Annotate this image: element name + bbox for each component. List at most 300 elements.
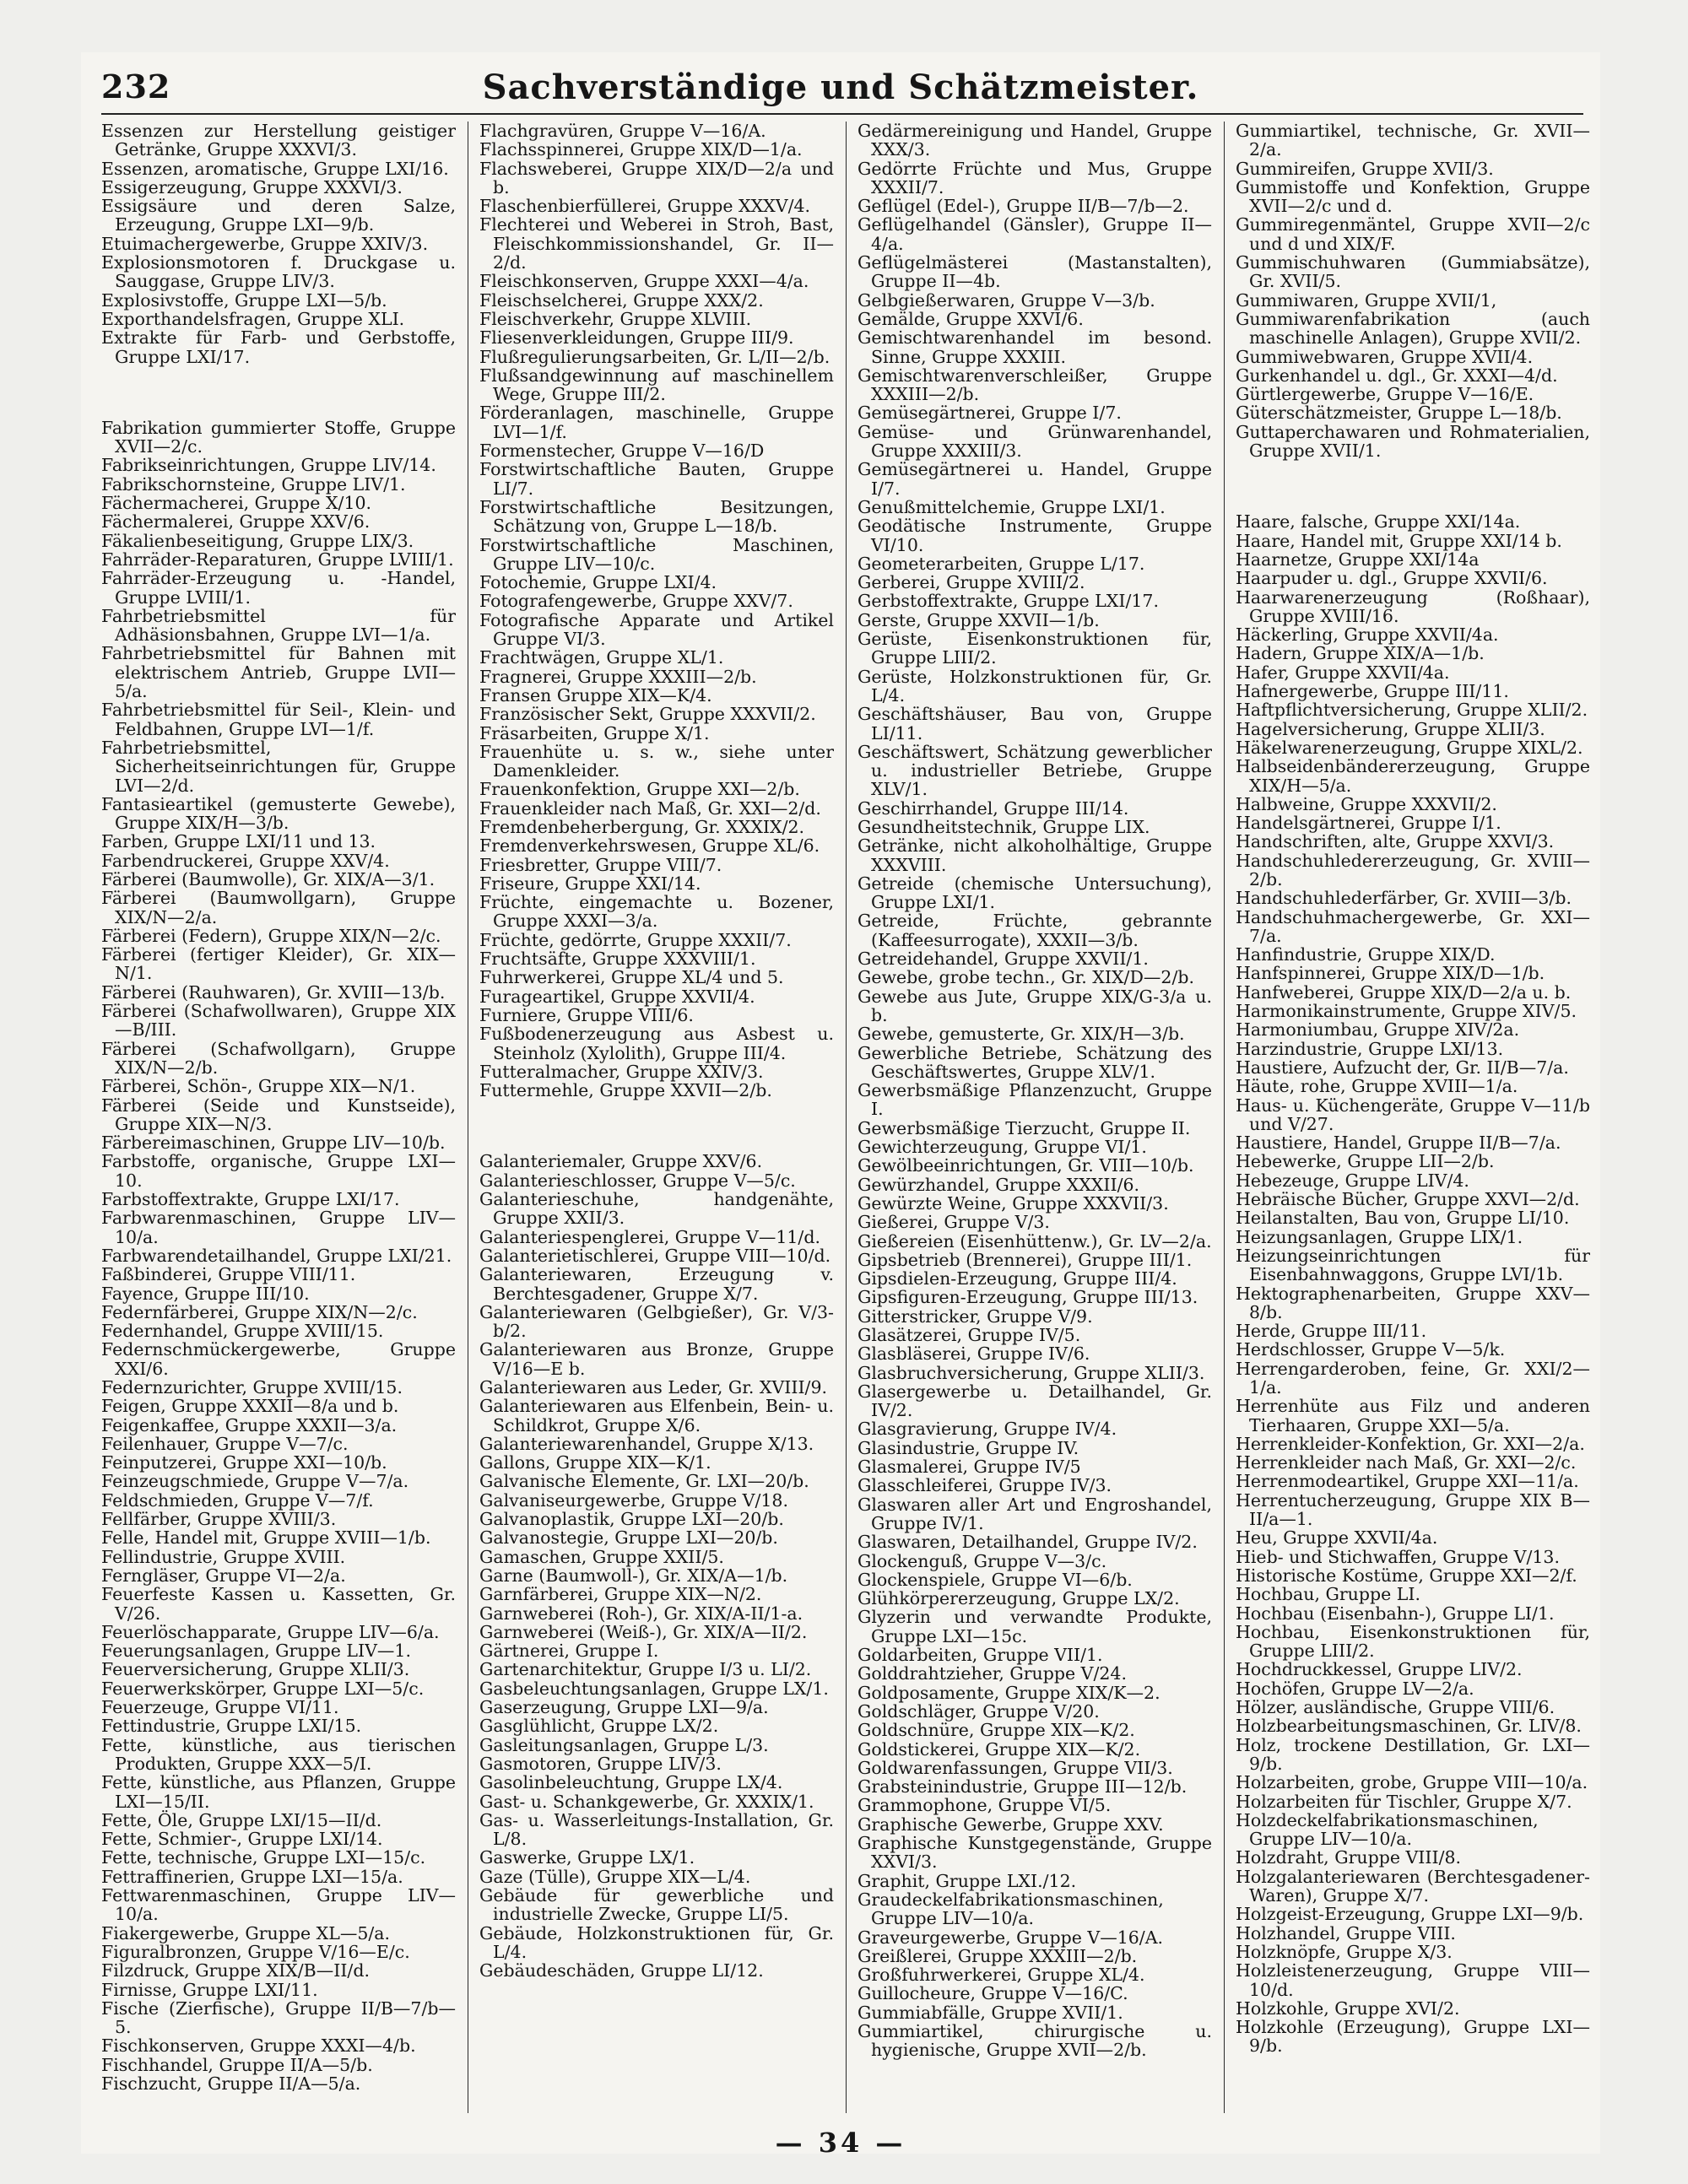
index-entry: Holzleistenerzeugung, Gruppe VIII—10/d. [1236,1960,1590,2000]
index-entry: Gebäude, Holzkonstruktionen für, Gr. L/4. [479,1922,834,1962]
index-entry: Früchte, eingemachte u. Bozener, Gruppe XXXI—3/a. [479,892,834,932]
index-entry: Hagelversicherung, Gruppe XLII/3. [1236,718,1545,739]
index-entry: Gießerei, Gruppe V/3. [858,1212,1050,1233]
index-entry: Geflügelhandel (Gänsler), Gruppe II—4/a. [858,214,1212,254]
index-entry: Genußmittelchemie, Gruppe LXI/1. [858,496,1166,517]
index-entry: Gärtnerei, Gruppe I. [479,1641,659,1662]
index-entry: Getreide (chemische Untersuchung), Gruppe LXI/1. [858,873,1212,913]
index-entry: Fahrbetriebsmittel für Adhäsionsbahnen, Gruppe LVI—1/a. [101,605,456,646]
index-entry: Federnzurichter, Gruppe XVIII/15. [101,1377,403,1397]
index-entry: Gemüse- und Grünwarenhandel, Gruppe XXXIII/3. [858,421,1212,462]
letter-gap [479,1113,834,1138]
index-entry: Galanteriewaren (Gelbgießer), Gr. V/3-b/2. [479,1301,834,1342]
index-entry: Friesbretter, Gruppe VIII/7. [479,854,722,875]
index-entry: Holzdraht, Gruppe VIII/8. [1236,1847,1462,1868]
index-entry: Färberei (fertiger Kleider), Gr. XIX—N/1. [101,944,456,984]
index-entry: Fleischkonserven, Gruppe XXXI—4/a. [479,271,809,292]
index-entry: Flußsandgewinnung auf maschinellem Wege, Gruppe III/2. [479,365,834,405]
index-entry: Holzhandel, Gruppe VIII. [1236,1922,1456,1943]
index-entry: Hafer, Gruppe XXVII/4a. [1236,662,1450,683]
index-entry: Gewebe, gemusterte, Gr. XIX/H—3/b. [858,1024,1185,1045]
index-entry: Feuerzeuge, Gruppe VI/11. [101,1697,339,1718]
index-entry: Hadern, Gruppe XIX/A—1/b. [1236,643,1485,664]
index-entry: Fragnerei, Gruppe XXXIII—2/b. [479,666,757,687]
index-entry: Gebäude für gewerbliche und industrielle Zwecke, Gruppe LI/5. [479,1885,834,1925]
index-entry: Haftpflichtversicherung, Gruppe XLII/2. [1236,700,1588,721]
index-entry: Heizungsanlagen, Gruppe LIX/1. [1236,1226,1523,1247]
page [81,52,1600,2159]
index-entry: Häckerling, Gruppe XXVII/4a. [1236,624,1499,646]
index-entry: Extrakte für Farb- und Gerbstoffe, Gruppe LXI/17. [101,327,456,367]
index-entry: Hanfindustrie, Gruppe XIX/D. [1236,944,1496,965]
index-entry: Fransen Gruppe XIX—K/4. [479,684,712,705]
index-entry: Federnfärberei, Gruppe XIX/N—2/c. [101,1301,418,1322]
index-entry: Essigerzeugung, Gruppe XXXVI/3. [101,176,403,197]
index-entry: Fette, künstliche, aus tierischen Produkten, Gruppe XXX—5/I. [101,1734,456,1774]
index-entry: Fantasieartikel (gemusterte Gewebe), Gruppe XIX/H—3/b. [101,793,456,834]
index-entry: Früchte, gedörrte, Gruppe XXXII/7. [479,929,792,950]
index-entry: Fahrbetriebsmittel für Bahnen mit elektrischem Antrieb, Gruppe LVII—5/a. [101,643,456,702]
index-entry: Heu, Gruppe XXVII/4a. [1236,1527,1438,1549]
index-entry: Großfuhrwerkerei, Gruppe XL/4. [858,1965,1145,1986]
index-entry: Gartenarchitektur, Gruppe I/3 u. LI/2. [479,1659,812,1680]
index-entry: Gebäudeschäden, Gruppe LI/12. [479,1960,764,1981]
index-entry: Gelbgießerwaren, Gruppe V—3/b. [858,289,1155,311]
index-entry: Grabsteinindustrie, Gruppe III—12/b. [858,1776,1188,1797]
index-entry: Galanteriewaren aus Leder, Gr. XVIII/9. [479,1377,828,1397]
index-entry: Glyzerin und verwandte Produkte, Gruppe LXI—15c. [858,1607,1212,1646]
index-entry: Fußbodenerzeugung aus Asbest u. Steinholz (Xylolith), Gruppe III/4. [479,1024,834,1063]
index-entry: Feuerwerkskörper, Gruppe LXI—5/c. [101,1678,425,1699]
index-entry: Galvanostegie, Gruppe LXI—20/b. [479,1527,778,1549]
index-entry: Gewebe aus Jute, Gruppe XIX/G-3/a u. b. [858,986,1212,1025]
index-entry: Graudeckelfabrikationsmaschinen, Gruppe LIV—10/a. [858,1889,1164,1929]
index-entry: Gerüste, Holzkonstruktionen für, Gr. L/4. [858,666,1212,705]
index-entry: Gewürzhandel, Gruppe XXXII/6. [858,1174,1140,1195]
index-entry: Etuimachergewerbe, Gruppe XXIV/3. [101,233,429,254]
index-entry: Holzarbeiten für Tischler, Gruppe X/7. [1236,1791,1572,1812]
index-entry: Herdschlosser, Gruppe V—5/k. [1236,1339,1506,1360]
index-entry: Galanterietischlerei, Gruppe VIII—10/d. [479,1245,831,1266]
index-entry: Gummischuhwaren (Gummiabsätze), Gr. XVII/5. [1236,252,1590,292]
index-entry: Haustiere, Handel, Gruppe II/B—7/a. [1236,1133,1561,1154]
index-entry: Feinzeugschmiede, Gruppe V—7/a. [101,1471,409,1492]
index-entry: Firnisse, Gruppe LXI/11. [101,1979,318,2000]
index-entry: Geschirrhandel, Gruppe III/14. [858,797,1129,819]
index-entry: Geflügel (Edel-), Gruppe II/B—7/b—2. [858,196,1189,217]
index-entry: Gemüsegärtnerei u. Handel, Gruppe I/7. [858,459,1212,499]
index-entry: Futtermehle, Gruppe XXVII—2/b. [479,1080,772,1101]
index-entry: Grammophone, Gruppe VI/5. [858,1795,1112,1816]
index-entry: Gerberei, Gruppe XVIII/2. [858,572,1085,593]
index-entry: Flußregulierungsarbeiten, Gr. L/II—2/b. [479,346,830,367]
index-entry: Farbstoffe, organische, Gruppe LXI—10. [101,1151,456,1191]
running-head: Sachverständige und Schätzmeister. [482,68,1199,107]
index-entry: Galvanoplastik, Gruppe LXI—20/b. [479,1509,784,1530]
index-entry: Hanfspinnerei, Gruppe XIX/D—1/b. [1236,963,1545,984]
index-entry: Färberei (Baumwollgarn), Gruppe XIX/N—2/a. [101,888,456,927]
index-entry: Farbwarendetailhandel, Gruppe LXI/21. [101,1245,452,1266]
index-entry: Färberei (Federn), Gruppe XIX/N—2/c. [101,925,441,946]
index-entry: Feinputzerei, Gruppe XXI—10/b. [101,1452,387,1473]
index-entry: Gummiartikel, technische, Gr. XVII—2/a. [1236,122,1590,160]
index-entry: Häute, rohe, Gruppe XVIII—1/a. [1236,1076,1518,1097]
index-entry: Glockenguß, Gruppe V—3/c. [858,1550,1107,1571]
index-entry: Gipsfiguren-Erzeugung, Gruppe III/13. [858,1287,1198,1308]
index-entry: Goldposamente, Gruppe XIX/K—2. [858,1682,1160,1703]
index-entry: Gurkenhandel u. dgl., Gr. XXXI—4/d. [1236,365,1558,386]
index-entry: Glasmalerei, Gruppe IV/5 [858,1457,1081,1478]
index-entry: Gemischtwarenhandel im besond. Sinne, Gruppe XXXIII. [858,327,1212,367]
index-entry: Harzindustrie, Gruppe LXI/13. [1236,1038,1504,1059]
index-entry: Fräsarbeiten, Gruppe X/1. [479,722,710,743]
index-entry: Gaswerke, Gruppe LX/1. [479,1847,695,1868]
page-number: 232 [101,68,171,105]
index-entry: Gedörrte Früchte und Mus, Gruppe XXXII/7. [858,158,1212,197]
index-entry: Glasätzerei, Gruppe IV/5. [858,1325,1081,1345]
index-entry: Halbseidenbändererzeugung, Gruppe XIX/H—5/a. [1236,756,1590,796]
index-entry: Holzbearbeitungsmaschinen, Gr. LIV/8. [1236,1716,1582,1737]
index-entry: Gasleitungsanlagen, Gruppe L/3. [479,1734,769,1755]
index-entry: Glasergewerbe u. Detailhandel, Gr. IV/2. [858,1381,1212,1421]
index-entry: Holzkohle, Gruppe XVI/2. [1236,1997,1460,2019]
index-entry: Gewerbsmäßige Pflanzenzucht, Gruppe I. [858,1080,1212,1120]
letter-gap [101,380,456,405]
index-entry: Getreidehandel, Gruppe XXVII/1. [858,949,1149,970]
index-entry: Hebräische Bücher, Gruppe XXVI—2/d. [1236,1189,1580,1210]
index-entry: Fellindustrie, Gruppe XVIII. [101,1546,346,1567]
index-entry: Glasgravierung, Gruppe IV/4. [858,1419,1117,1440]
index-entry: Gummiwebwaren, Gruppe XVII/4. [1236,346,1534,367]
index-entry: Graphische Kunstgegenstände, Gruppe XXVI/3. [858,1833,1212,1873]
index-column-1 [101,122,456,2113]
index-entry: Gemischtwarenverschleißer, Gruppe XXXIII—2/b. [858,365,1212,405]
index-entry: Fischhandel, Gruppe II/A—5/b. [101,2054,373,2075]
index-entry: Fiakergewerbe, Gruppe XL—5/a. [101,1922,391,1943]
index-entry: Gewebe, grobe techn., Gr. XIX/D—2/b. [858,967,1194,988]
index-entry: Fremdenbeherbergung, Gr. XXXIX/2. [479,816,805,837]
index-entry: Haus- u. Küchengeräte, Gruppe V—11/b und V/27. [1236,1095,1590,1134]
index-entry: Fette, Öle, Gruppe LXI/15—II/d. [101,1809,382,1830]
index-entry: Historische Kostüme, Gruppe XXI—2/f. [1236,1565,1577,1586]
index-entry: Frachtwägen, Gruppe XL/1. [479,647,724,668]
index-entry: Greißlerei, Gruppe XXXIII—2/b. [858,1945,1138,1966]
index-entry: Geschäftswert, Schätzung gewerblicher u. industrieller Betriebe, Gruppe XLV/1. [858,741,1212,800]
index-entry: Herrenkleider nach Maß, Gr. XXI—2/c. [1236,1452,1577,1473]
index-entry: Holzgeist-Erzeugung, Gruppe LXI—9/b. [1236,1904,1584,1925]
index-entry: Gipsdielen-Erzeugung, Gruppe III/4. [858,1268,1177,1289]
index-entry: Hafnergewerbe, Gruppe III/11. [1236,681,1509,702]
index-entry: Galanterieschuhe, handgenähte, Gruppe XXII/3. [479,1189,834,1229]
index-entry: Hieb- und Stichwaffen, Gruppe V/13. [1236,1546,1560,1567]
index-entry: Heizungseinrichtungen für Eisenbahnwaggons, Gruppe LVI/1b. [1236,1245,1590,1285]
index-entry: Gaze (Tülle), Gruppe XIX—L/4. [479,1866,751,1887]
index-entry: Galvaniseurgewerbe, Gruppe V/18. [479,1489,788,1511]
index-entry: Herrenmodeartikel, Gruppe XXI—11/a. [1236,1471,1579,1492]
index-entry: Fellfärber, Gruppe XVIII/3. [101,1509,337,1530]
index-entry: Frauenkleider nach Maß, Gr. XXI—2/d. [479,797,821,819]
index-entry: Hochöfen, Gruppe LV—2/a. [1236,1678,1474,1699]
index-entry: Fuhrwerkerei, Gruppe XL/4 und 5. [479,967,784,988]
index-entry: Gewölbeeinrichtungen, Gr. VIII—10/b. [858,1155,1194,1176]
index-entry: Fahrbetriebsmittel für Seil-, Klein- und Feldbahnen, Gruppe LVI—1/f. [101,700,456,739]
index-entry: Heilanstalten, Bau von, Gruppe LI/10. [1236,1208,1570,1229]
index-entry: Galanteriewaren, Erzeugung v. Berchtesgadener, Gruppe X/7. [479,1264,834,1304]
index-entry: Galanterieschlosser, Gruppe V—5/c. [479,1170,796,1191]
index-entry: Feuerlöschapparate, Gruppe LIV—6/a. [101,1621,440,1642]
index-entry: Goldarbeiten, Gruppe VII/1. [858,1645,1103,1666]
index-entry: Essenzen zur Herstellung geistiger Getränke, Gruppe XXXVI/3. [101,122,456,160]
index-entry: Goldschnüre, Gruppe XIX—K/2. [858,1720,1135,1741]
index-entry: Guttaperchawaren und Rohmaterialien, Gruppe XVII/1. [1236,421,1590,462]
index-entry: Hölzer, ausländische, Gruppe VIII/6. [1236,1697,1555,1718]
index-entry: Haarwarenerzeugung (Roßhaar), Gruppe XVIII/16. [1236,587,1590,626]
index-entry: Förderanlagen, maschinelle, Gruppe LVI—1/f. [479,403,834,442]
index-entry: Gemälde, Gruppe XXVI/6. [858,308,1084,329]
index-entry: Herde, Gruppe III/11. [1236,1321,1427,1342]
index-entry: Glasbruchversicherung, Gruppe XLII/3. [858,1362,1205,1383]
index-entry: Hochdruckkessel, Gruppe LIV/2. [1236,1659,1523,1680]
index-entry: Herrentucherzeugung, Gruppe XIX B—II/a—1. [1236,1489,1590,1530]
index-entry: Felle, Handel mit, Gruppe XVIII—1/b. [101,1527,431,1549]
index-entry: Glockenspiele, Gruppe VI—6/b. [858,1569,1133,1590]
index-entry: Häkelwarenerzeugung, Gruppe XIXL/2. [1236,737,1583,758]
index-entry: Fahrräder-Erzeugung u. -Handel, Gruppe LVIII/1. [101,568,456,608]
index-entry: Gewichterzeugung, Gruppe VI/1. [858,1137,1147,1158]
index-entry: Explosionsmotoren f. Druckgase u. Sauggase, Gruppe LIV/3. [101,252,456,292]
index-entry: Gasolinbeleuchtung, Gruppe LX/4. [479,1772,783,1793]
index-entry: Gitterstricker, Gruppe V/9. [858,1306,1093,1327]
index-entry: Färberei (Schafwollgarn), Gruppe XIX/N—2/b. [101,1038,456,1078]
index-entry: Fischzucht, Gruppe II/A—5/a. [101,2073,361,2094]
index-entry: Fabrikschornsteine, Gruppe LIV/1. [101,473,406,495]
index-entry: Glasbläserei, Gruppe IV/6. [858,1343,1090,1365]
index-entry: Gewürzte Weine, Gruppe XXXVII/3. [858,1192,1169,1214]
index-entry: Herrengarderoben, feine, Gr. XXI/2—1/a. [1236,1358,1590,1397]
index-entry: Herrenhüte aus Filz und anderen Tierhaaren, Gruppe XXI—5/a. [1236,1396,1590,1435]
index-entry: Garnweberei (Roh-), Gr. XIX/A-II/1-a. [479,1603,803,1624]
index-entry: Handelsgärtnerei, Gruppe I/1. [1236,813,1501,834]
index-entry: Exporthandelsfragen, Gruppe XLI. [101,308,405,329]
index-entry: Forstwirtschaftliche Maschinen, Gruppe LIV—10/c. [479,534,834,574]
index-entry: Geflügelmästerei (Mastanstalten), Gruppe II—4b. [858,252,1212,292]
index-entry: Haarpuder u. dgl., Gruppe XXVII/6. [1236,568,1548,589]
index-entry: Fahrräder-Reparaturen, Gruppe LVIII/1. [101,549,454,570]
index-entry: Figuralbronzen, Gruppe V/16—E/c. [101,1941,410,1962]
index-entry: Goldwarenfassungen, Gruppe VII/3. [858,1757,1173,1778]
index-entry: Farbstoffextrakte, Gruppe LXI/17. [101,1189,400,1210]
index-entry: Fleischselcherei, Gruppe XXX/2. [479,289,764,311]
index-entry: Gasbeleuchtungsanlagen, Gruppe LX/1. [479,1678,829,1699]
index-entry: Gast- u. Schankgewerbe, Gr. XXXIX/1. [479,1791,814,1812]
index-entry: Gas- u. Wasserleitungs-Installation, Gr. L/8. [479,1809,834,1850]
index-entry: Fischkonserven, Gruppe XXXI—4/b. [101,2035,416,2057]
index-entry: Hebezeuge, Gruppe LIV/4. [1236,1170,1469,1191]
header-rule [101,113,1583,115]
index-entry: Gemüsegärtnerei, Gruppe I/7. [858,403,1122,424]
index-entry: Hektographenarbeiten, Gruppe XXV—8/b. [1236,1283,1590,1322]
index-entry: Filzdruck, Gruppe XIX/B—II/d. [101,1960,370,1981]
index-entry: Holzkohle (Erzeugung), Gruppe LXI—9/b. [1236,2017,1590,2057]
index-entry: Fettindustrie, Gruppe LXI/15. [101,1716,362,1737]
index-entry: Futteralmacher, Gruppe XXIV/3. [479,1061,764,1082]
index-entry: Flachsweberei, Gruppe XIX/D—2/a und b. [479,158,834,197]
index-entry: Gerbstoffextrakte, Gruppe LXI/17. [858,591,1159,612]
index-entry: Glaswaren aller Art und Engroshandel, Gruppe IV/1. [858,1494,1212,1533]
index-entry: Garne (Baumwoll-), Gr. XIX/A—1/b. [479,1565,788,1586]
index-entry: Furagеartikel, Gruppe XXVII/4. [479,986,755,1007]
index-entry: Fäkalienbeseitigung, Gruppe LIX/3. [101,530,414,551]
index-entry: Hochbau, Gruppe LI. [1236,1584,1420,1605]
index-entry: Handschuhledererzeugung, Gr. XVIII—2/b. [1236,850,1590,889]
index-entry: Färberei (Seide und Kunstseide), Gruppe XIX—N/3. [101,1095,456,1134]
index-entry: Fleischverkehr, Gruppe XLVIII. [479,308,752,329]
index-entry: Glühkörpererzeugung, Gruppe LX/2. [858,1588,1180,1609]
index-entry: Gummiartikel, chirurgische u. hygienische, Gruppe XVII—2/b. [858,2020,1212,2061]
index-entry: Feigenkaffee, Gruppe XXXII—3/a. [101,1414,398,1435]
index-entry: Galanteriewaren aus Bronze, Gruppe V/16—E b. [479,1339,834,1379]
index-entry: Fische (Zierfische), Gruppe II/B—7/b—5. [101,1997,456,2038]
index-entry: Glaswaren, Detailhandel, Gruppe IV/2. [858,1532,1198,1553]
index-entry: Fremdenverkehrswesen, Gruppe XL/6. [479,835,820,857]
index-entry: Fette, technische, Gruppe LXI—15/c. [101,1847,426,1868]
index-entry: Fette, künstliche, aus Pflanzen, Gruppe LXI—15/II. [101,1772,456,1812]
index-entry: Getränke, nicht alkoholhältige, Gruppe XXXVIII. [858,835,1212,875]
index-entry: Fettraffinerien, Gruppe LXI—15/a. [101,1866,403,1887]
index-entry: Gummiregenmäntel, Gruppe XVII—2/c und d und XIX/F. [1236,214,1590,254]
index-entry: Essenzen, aromatische, Gruppe LXI/16. [101,158,449,179]
index-entry: Halbweine, Gruppe XXXVII/2. [1236,793,1497,814]
index-column-4 [1236,122,1590,2113]
index-entry: Gaserzeugung, Gruppe LXI—9/a. [479,1697,769,1718]
index-entry: Fotografengewerbe, Gruppe XXV/7. [479,591,793,612]
index-entry: Guillocheure, Gruppe V—16/C. [858,1983,1128,2004]
index-entry: Glasindustrie, Gruppe IV. [858,1437,1079,1458]
index-entry: Färberei (Baumwolle), Gr. XIX/A—3/1. [101,868,436,889]
index-entry: Farbendruckerei, Gruppe XXV/4. [101,850,390,871]
index-entry: Farbwarenmaschinen, Gruppe LIV—10/a. [101,1208,456,1247]
index-column-2 [479,122,834,2113]
index-entry: Furniere, Gruppe VIII/6. [479,1004,694,1025]
index-entry: Geschäftshäuser, Bau von, Gruppe LI/11. [858,704,1212,743]
index-entry: Fächermacherei, Gruppe X/10. [101,493,372,514]
index-entry: Gallons, Gruppe XIX—K/1. [479,1452,711,1473]
index-entry: Holzgalanteriewaren (Berchtesgadener-Waren), Gruppe X/7. [1236,1866,1590,1906]
index-entry: Galanteriemaler, Gruppe XXV/6. [479,1151,763,1172]
index-entry: Feuerfeste Kassen u. Kassetten, Gr. V/26. [101,1584,456,1624]
index-entry: Hochbau (Eisenbahn-), Gruppe LI/1. [1236,1603,1555,1624]
index-column-3 [858,122,1212,2113]
index-entry: Hanfweberei, Gruppe XIX/D—2/a u. b. [1236,981,1572,1003]
index-entry: Gipsbetrieb (Brennerei), Gruppe III/1. [858,1249,1193,1270]
index-entry: Flechterei und Weberei in Stroh, Bast, Fleischkommissionshandel, Gr. II—2/d. [479,214,834,273]
index-entry: Fächermalerei, Gruppe XXV/6. [101,511,371,532]
index-entry: Fotografische Apparate und Artikel Gruppe VI/3. [479,609,834,650]
index-entry: Golddrahtzieher, Gruppe V/24. [858,1663,1127,1684]
index-entry: Flachgravüren, Gruppe V—16/A. [479,122,766,141]
index-entry: Feuerungsanlagen, Gruppe LIV—1. [101,1641,411,1662]
index-entry: Gerüste, Eisenkonstruktionen für, Gruppe LIII/2. [858,629,1212,668]
index-entry: Garnfärberei, Gruppe XIX—N/2. [479,1584,762,1605]
column-divider [846,122,847,2113]
index-entry: Fabrikation gummierter Stoffe, Gruppe XVII—2/c. [101,417,456,457]
index-entry: Feilenhauer, Gruppe V—7/c. [101,1433,349,1454]
index-entry: Goldschläger, Gruppe V/20. [858,1700,1100,1722]
index-entry: Geometerarbeiten, Gruppe L/17. [858,553,1145,574]
index-entry: Holzknöpfe, Gruppe X/3. [1236,1941,1453,1962]
index-entry: Fette, Schmier-, Gruppe LXI/14. [101,1829,383,1850]
index-entry: Gasmotoren, Gruppe LIV/3. [479,1753,722,1774]
index-entry: Flachsspinnerei, Gruppe XIX/D—1/a. [479,139,803,160]
index-entry: Harmoniumbau, Gruppe XIV/2a. [1236,1019,1520,1041]
index-entry: Gummiwaren, Gruppe XVII/1, [1236,289,1497,311]
index-entry: Forstwirtschaftliche Besitzungen, Schätzung von, Gruppe L—18/b. [479,496,834,537]
index-entry: Herrenkleider-Konfektion, Gr. XXI—2/a. [1236,1433,1585,1454]
index-entry: Getreide, Früchte, gebrannte (Kaffeesurrogate), XXXII—3/b. [858,911,1212,950]
index-entry: Galanteriewarenhandel, Gruppe X/13. [479,1433,814,1454]
index-entry: Haare, Handel mit, Gruppe XXI/14 b. [1236,530,1562,551]
index-entry: Gamaschen, Gruppe XXII/5. [479,1546,724,1567]
index-entry: Fotochemie, Gruppe LXI/4. [479,572,717,593]
index-entry: Färberei (Rauhwaren), Gr. XVIII—13/b. [101,981,446,1003]
index-columns [101,122,1597,2113]
index-entry: Färbereimaschinen, Gruppe LIV—10/b. [101,1133,446,1154]
index-entry: Graphische Gewerbe, Gruppe XXV. [858,1814,1164,1835]
index-entry: Gummireifen, Gruppe XVII/3. [1236,158,1494,179]
index-entry: Federnhandel, Gruppe XVIII/15. [101,1321,384,1342]
index-entry: Frauenhüte u. s. w., siehe unter Damenkleider. [479,741,834,781]
index-entry: Französischer Sekt, Gruppe XXXVII/2. [479,704,816,725]
index-entry: Fayence, Gruppe III/10. [101,1283,310,1304]
index-entry: Gummistoffe und Konfektion, Gruppe XVII—2/c und d. [1236,176,1590,217]
index-entry: Gießereien (Eisenhüttenw.), Gr. LV—2/a. [858,1230,1212,1251]
index-entry: Gasglühlicht, Gruppe LX/2. [479,1716,719,1737]
index-entry: Hebewerke, Gruppe LII—2/b. [1236,1151,1495,1172]
index-entry: Holz, trockene Destillation, Gr. LXI—9/b. [1236,1734,1590,1774]
index-entry: Fabrikseinrichtungen, Gruppe LIV/14. [101,455,436,476]
index-entry: Ferngläser, Gruppe VI—2/a. [101,1565,346,1586]
index-entry: Faßbinderei, Gruppe VIII/11. [101,1264,356,1285]
index-entry: Formenstecher, Gruppe V—16/D [479,441,765,462]
index-entry: Handschuhmachergewerbe, Gr. XXI—7/a. [1236,906,1590,946]
letter-gap [1236,473,1590,499]
index-entry: Graveurgewerbe, Gruppe V—16/A. [858,1927,1164,1948]
page-footer: — 34 — [775,2127,906,2159]
index-entry: Hochbau, Eisenkonstruktionen für, Gruppe LIII/2. [1236,1621,1590,1662]
index-entry: Feldschmieden, Gruppe V—7/f. [101,1489,374,1511]
index-entry: Garnweberei (Weiß-), Gr. XIX/A—II/2. [479,1621,808,1642]
index-entry: Gesundheitstechnik, Gruppe LIX. [858,816,1150,837]
index-entry: Färberei, Schön-, Gruppe XIX—N/1. [101,1076,416,1097]
index-entry: Holzdeckelfabrikationsmaschinen, Gruppe LIV—10/a. [1236,1809,1539,1850]
index-entry: Friseure, Gruppe XXI/14. [479,873,701,894]
index-entry: Farben, Gruppe LXI/11 und 13. [101,831,376,852]
index-entry: Feigen, Gruppe XXXII—8/a und b. [101,1396,399,1417]
index-entry: Färberei (Schafwollwaren), Gruppe XIX—B/III. [101,1001,456,1041]
index-entry: Galanteriewaren aus Elfenbein, Bein- u. Schildkrot, Gruppe X/6. [479,1396,834,1435]
index-entry: Fliesenverkleidungen, Gruppe III/9. [479,327,794,349]
index-entry: Güterschätzmeister, Gruppe L—18/b. [1236,403,1562,424]
index-entry: Holzarbeiten, grobe, Gruppe VIII—10/a. [1236,1772,1588,1793]
index-entry: Gummiabfälle, Gruppe XVII/1. [858,2002,1123,2023]
index-entry: Gewerbsmäßige Tierzucht, Gruppe II. [858,1117,1191,1138]
index-entry: Haare, falsche, Gruppe XXI/14a. [1236,511,1521,532]
index-entry: Graphit, Gruppe LXI./12. [858,1870,1077,1891]
index-entry: Handschriften, alte, Gruppe XXVI/3. [1236,831,1555,852]
index-entry: Gerste, Gruppe XXVII—1/b. [858,609,1100,630]
index-entry: Feuerversicherung, Gruppe XLII/3. [101,1659,410,1680]
index-entry: Gürtlergewerbe, Gruppe V—16/E. [1236,384,1534,405]
